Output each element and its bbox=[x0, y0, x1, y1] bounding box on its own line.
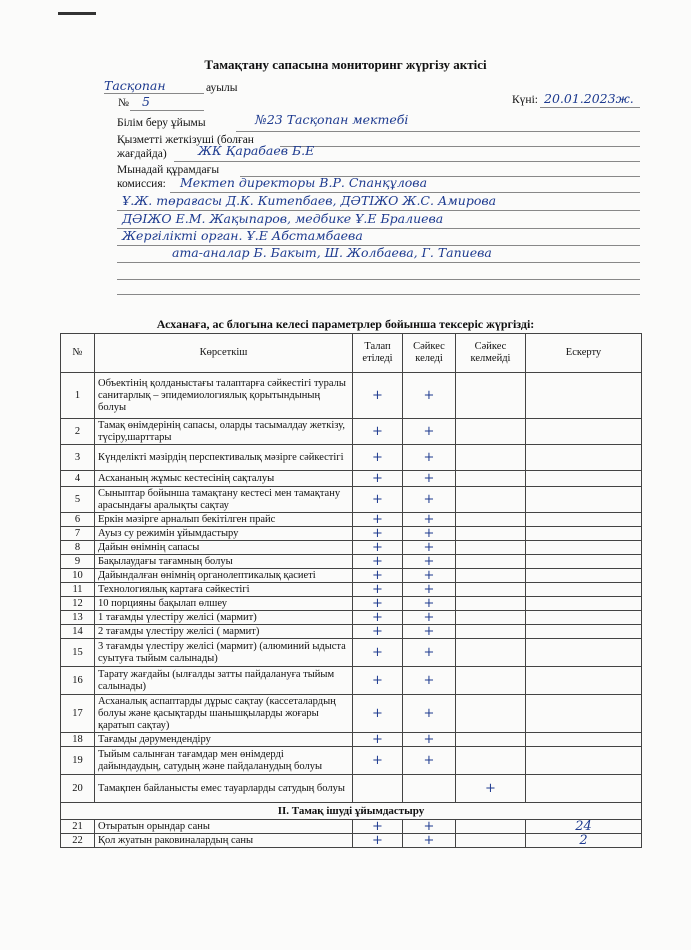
row-note bbox=[526, 625, 642, 639]
row-noncompliant-mark: + bbox=[456, 775, 526, 803]
header-required: Талап етіледі bbox=[353, 334, 403, 373]
row-noncompliant-mark bbox=[456, 487, 526, 513]
row-note bbox=[526, 471, 642, 487]
section-2-title: II. Тамақ ішуді ұйымдастыру bbox=[61, 803, 642, 820]
row-number: 19 bbox=[61, 747, 95, 775]
commission-line-2: Ұ.Ж. төрағасы Д.К. Китепбаев, ДӘТІЖО Ж.С. Амирова bbox=[122, 193, 497, 208]
date-value: 20.01.2023ж. bbox=[544, 91, 634, 106]
row-noncompliant-mark bbox=[456, 445, 526, 471]
row-note bbox=[526, 747, 642, 775]
document-title: Тамақтану сапасына мониторинг жүргізу актісі bbox=[204, 57, 487, 72]
school-value: №23 Тасқопан мектебі bbox=[255, 112, 409, 127]
row-compliant-mark: + bbox=[403, 611, 456, 625]
table-row bbox=[61, 583, 642, 597]
row-indicator: Асхананың жұмыс кестесінің сақталуы bbox=[95, 471, 353, 487]
row-number: 11 bbox=[61, 583, 95, 597]
row-noncompliant-mark bbox=[456, 583, 526, 597]
row-indicator: Объектінің қолданыстағы талаптарға сәйкестігі туралы санитарлық – эпидемиологиялық қорытындының болуы bbox=[95, 373, 353, 419]
row-required-mark: + bbox=[353, 445, 403, 471]
row-noncompliant-mark bbox=[456, 513, 526, 527]
row-noncompliant-mark bbox=[456, 419, 526, 445]
commission-line-5: ата-аналар Б. Бакыт, Ш. Жолбаева, Г. Тапиева bbox=[172, 245, 492, 260]
header-number: № bbox=[61, 334, 95, 373]
row-number: 15 bbox=[61, 639, 95, 667]
row-number: 3 bbox=[61, 445, 95, 471]
row-noncompliant-mark bbox=[456, 695, 526, 733]
row-compliant-mark: + bbox=[403, 569, 456, 583]
row-compliant-mark: + bbox=[403, 583, 456, 597]
table-header-row bbox=[61, 334, 642, 373]
table-row bbox=[61, 445, 642, 471]
row-note bbox=[526, 667, 642, 695]
row-note bbox=[526, 639, 642, 667]
row-noncompliant-mark bbox=[456, 541, 526, 555]
commission-line-4: Жергілікті орган. Ұ.Е Абстамбаева bbox=[122, 228, 363, 243]
row-number: 22 bbox=[61, 834, 95, 848]
row-noncompliant-mark bbox=[456, 597, 526, 611]
row-note bbox=[526, 597, 642, 611]
row-note bbox=[526, 611, 642, 625]
number-label: № bbox=[118, 97, 129, 109]
row-required-mark: + bbox=[353, 597, 403, 611]
row-required-mark: + bbox=[353, 834, 403, 848]
row-number: 8 bbox=[61, 541, 95, 555]
row-number: 4 bbox=[61, 471, 95, 487]
row-required-mark: + bbox=[353, 625, 403, 639]
row-number: 5 bbox=[61, 487, 95, 513]
row-note bbox=[526, 733, 642, 747]
row-number: 10 bbox=[61, 569, 95, 583]
row-noncompliant-mark bbox=[456, 373, 526, 419]
row-indicator: 1 тағамды үлестіру желісі (мармит) bbox=[95, 611, 353, 625]
table-row bbox=[61, 733, 642, 747]
row-indicator: Тыйым салынған тағамдар мен өнімдерді дайындаудың, сатудың және пайдаланудың болуы bbox=[95, 747, 353, 775]
row-number: 9 bbox=[61, 555, 95, 569]
row-required-mark: + bbox=[353, 733, 403, 747]
row-number: 2 bbox=[61, 419, 95, 445]
table-row bbox=[61, 541, 642, 555]
header-compliant: Сәйкес келеді bbox=[403, 334, 456, 373]
row-required-mark: + bbox=[353, 611, 403, 625]
header-indicator: Көрсеткіш bbox=[95, 334, 353, 373]
row-note bbox=[526, 775, 642, 803]
row-required-mark: + bbox=[353, 747, 403, 775]
row-compliant-mark: + bbox=[403, 513, 456, 527]
supplier-value: ЖК Қарабаев Б.Е bbox=[198, 143, 315, 158]
row-required-mark: + bbox=[353, 541, 403, 555]
row-number: 6 bbox=[61, 513, 95, 527]
row-required-mark bbox=[353, 775, 403, 803]
row-note bbox=[526, 445, 642, 471]
row-indicator: Тамақпен байланысты емес тауарларды сатудың болуы bbox=[95, 775, 353, 803]
table-row bbox=[61, 775, 642, 803]
row-compliant-mark bbox=[403, 775, 456, 803]
row-indicator: Ауыз су режимін ұйымдастыру bbox=[95, 527, 353, 541]
table-row bbox=[61, 471, 642, 487]
row-note bbox=[526, 513, 642, 527]
row-compliant-mark: + bbox=[403, 541, 456, 555]
row-compliant-mark: + bbox=[403, 373, 456, 419]
commission-line-1: Мектеп директоры В.Р. Спанқұлова bbox=[180, 175, 428, 190]
row-note bbox=[526, 555, 642, 569]
top-edge-mark bbox=[58, 12, 96, 15]
row-required-mark: + bbox=[353, 639, 403, 667]
row-compliant-mark: + bbox=[403, 695, 456, 733]
row-indicator: Дайын өнімнің сапасы bbox=[95, 541, 353, 555]
row-note: 24 bbox=[526, 820, 642, 834]
table-row bbox=[61, 820, 642, 834]
row-required-mark: + bbox=[353, 820, 403, 834]
row-number: 13 bbox=[61, 611, 95, 625]
village-label: ауылы bbox=[206, 82, 238, 94]
row-indicator: Тамақ өнімдерінің сапасы, оларды тасымалдау жеткізу, түсіру,шарттары bbox=[95, 419, 353, 445]
table-row bbox=[61, 695, 642, 733]
row-note bbox=[526, 569, 642, 583]
row-note bbox=[526, 419, 642, 445]
row-noncompliant-mark bbox=[456, 471, 526, 487]
row-number: 18 bbox=[61, 733, 95, 747]
row-compliant-mark: + bbox=[403, 747, 456, 775]
table-row bbox=[61, 667, 642, 695]
village-handwritten: Тасқопан bbox=[104, 78, 166, 93]
table-row bbox=[61, 625, 642, 639]
row-number: 20 bbox=[61, 775, 95, 803]
row-note: 2 bbox=[526, 834, 642, 848]
supplier-label-1: Қызметті жеткізуші (болған bbox=[117, 134, 254, 146]
row-indicator: 2 тағамды үлестіру желісі ( мармит) bbox=[95, 625, 353, 639]
row-note bbox=[526, 583, 642, 597]
row-indicator: Тағамды дәрумендендіру bbox=[95, 733, 353, 747]
row-compliant-mark: + bbox=[403, 667, 456, 695]
table-row bbox=[61, 527, 642, 541]
row-compliant-mark: + bbox=[403, 625, 456, 639]
row-note bbox=[526, 527, 642, 541]
row-required-mark: + bbox=[353, 419, 403, 445]
row-indicator: Күнделікті мәзірдің перспективалық мәзірге сәйкестігі bbox=[95, 445, 353, 471]
row-indicator: Дайындалған өнімнің органолептикалық қасиеті bbox=[95, 569, 353, 583]
row-noncompliant-mark bbox=[456, 569, 526, 583]
row-compliant-mark: + bbox=[403, 820, 456, 834]
commission-line-3: ДӘІЖО Е.М. Жақыпаров, медбике Ұ.Е Бралиева bbox=[122, 211, 444, 226]
inspection-table bbox=[60, 333, 642, 848]
table-row bbox=[61, 487, 642, 513]
commission-label-1: Мынадай құрамдағы bbox=[117, 164, 220, 176]
row-noncompliant-mark bbox=[456, 733, 526, 747]
row-noncompliant-mark bbox=[456, 747, 526, 775]
row-noncompliant-mark bbox=[456, 667, 526, 695]
row-compliant-mark: + bbox=[403, 733, 456, 747]
row-compliant-mark: + bbox=[403, 834, 456, 848]
table-row bbox=[61, 834, 642, 848]
table-row bbox=[61, 513, 642, 527]
row-required-mark: + bbox=[353, 695, 403, 733]
table-row bbox=[61, 639, 642, 667]
header-note: Ескерту bbox=[526, 334, 642, 373]
row-required-mark: + bbox=[353, 569, 403, 583]
commission-label-2: комиссия: bbox=[117, 178, 166, 190]
row-compliant-mark: + bbox=[403, 527, 456, 541]
table-row bbox=[61, 555, 642, 569]
row-number: 7 bbox=[61, 527, 95, 541]
row-compliant-mark: + bbox=[403, 597, 456, 611]
table-row bbox=[61, 597, 642, 611]
row-noncompliant-mark bbox=[456, 611, 526, 625]
row-note bbox=[526, 695, 642, 733]
table-row bbox=[61, 611, 642, 625]
row-required-mark: + bbox=[353, 667, 403, 695]
row-indicator: Еркін мәзірге арналып бекітілген прайс bbox=[95, 513, 353, 527]
row-required-mark: + bbox=[353, 373, 403, 419]
row-compliant-mark: + bbox=[403, 419, 456, 445]
table-row bbox=[61, 373, 642, 419]
row-note bbox=[526, 487, 642, 513]
row-number: 12 bbox=[61, 597, 95, 611]
row-noncompliant-mark bbox=[456, 639, 526, 667]
date-label: Күні: bbox=[512, 94, 538, 106]
row-indicator: Қол жуатын раковиналардың саны bbox=[95, 834, 353, 848]
row-required-mark: + bbox=[353, 555, 403, 569]
supplier-label-2: жағдайда) bbox=[117, 148, 167, 160]
row-required-mark: + bbox=[353, 487, 403, 513]
row-required-mark: + bbox=[353, 471, 403, 487]
row-indicator: 3 тағамды үлестіру желісі (мармит) (алюминий ыдыста суытуға тыйым салынады) bbox=[95, 639, 353, 667]
row-compliant-mark: + bbox=[403, 639, 456, 667]
row-noncompliant-mark bbox=[456, 527, 526, 541]
table-row bbox=[61, 419, 642, 445]
row-compliant-mark: + bbox=[403, 487, 456, 513]
row-indicator: Технологиялық картаға сәйкестігі bbox=[95, 583, 353, 597]
row-indicator: Тарату жағдайы (ылғалды затты пайдалануға тыйым салынады) bbox=[95, 667, 353, 695]
row-indicator: Асханалық аспаптарды дұрыс сақтау (кассеталардың болуы және қасықтарды шанышқыларды жоғары қаратып сақтау) bbox=[95, 695, 353, 733]
header-noncompliant: Сәйкес келмейді bbox=[456, 334, 526, 373]
row-number: 16 bbox=[61, 667, 95, 695]
row-compliant-mark: + bbox=[403, 555, 456, 569]
row-compliant-mark: + bbox=[403, 471, 456, 487]
school-label: Білім беру ұйымы bbox=[117, 117, 206, 129]
row-number: 21 bbox=[61, 820, 95, 834]
row-number: 1 bbox=[61, 373, 95, 419]
row-indicator: Бақылаудағы тағамның болуы bbox=[95, 555, 353, 569]
row-note bbox=[526, 541, 642, 555]
row-required-mark: + bbox=[353, 513, 403, 527]
number-value: 5 bbox=[142, 94, 150, 109]
table-row bbox=[61, 747, 642, 775]
row-required-mark: + bbox=[353, 583, 403, 597]
row-indicator: 10 порцияны бақылап өлшеу bbox=[95, 597, 353, 611]
row-compliant-mark: + bbox=[403, 445, 456, 471]
row-note bbox=[526, 373, 642, 419]
row-noncompliant-mark bbox=[456, 820, 526, 834]
row-number: 17 bbox=[61, 695, 95, 733]
row-indicator: Сыныптар бойынша тамақтану кестесі мен тамақтану арасындағы аралықты сақтау bbox=[95, 487, 353, 513]
section-title: Асханаға, ас блогына келесі параметрлер бойынша тексеріс жүргізді: bbox=[156, 317, 535, 331]
row-number: 14 bbox=[61, 625, 95, 639]
table-row bbox=[61, 569, 642, 583]
row-noncompliant-mark bbox=[456, 625, 526, 639]
row-noncompliant-mark bbox=[456, 834, 526, 848]
section-2-row bbox=[61, 803, 642, 820]
row-required-mark: + bbox=[353, 527, 403, 541]
row-noncompliant-mark bbox=[456, 555, 526, 569]
row-indicator: Отыратын орындар саны bbox=[95, 820, 353, 834]
